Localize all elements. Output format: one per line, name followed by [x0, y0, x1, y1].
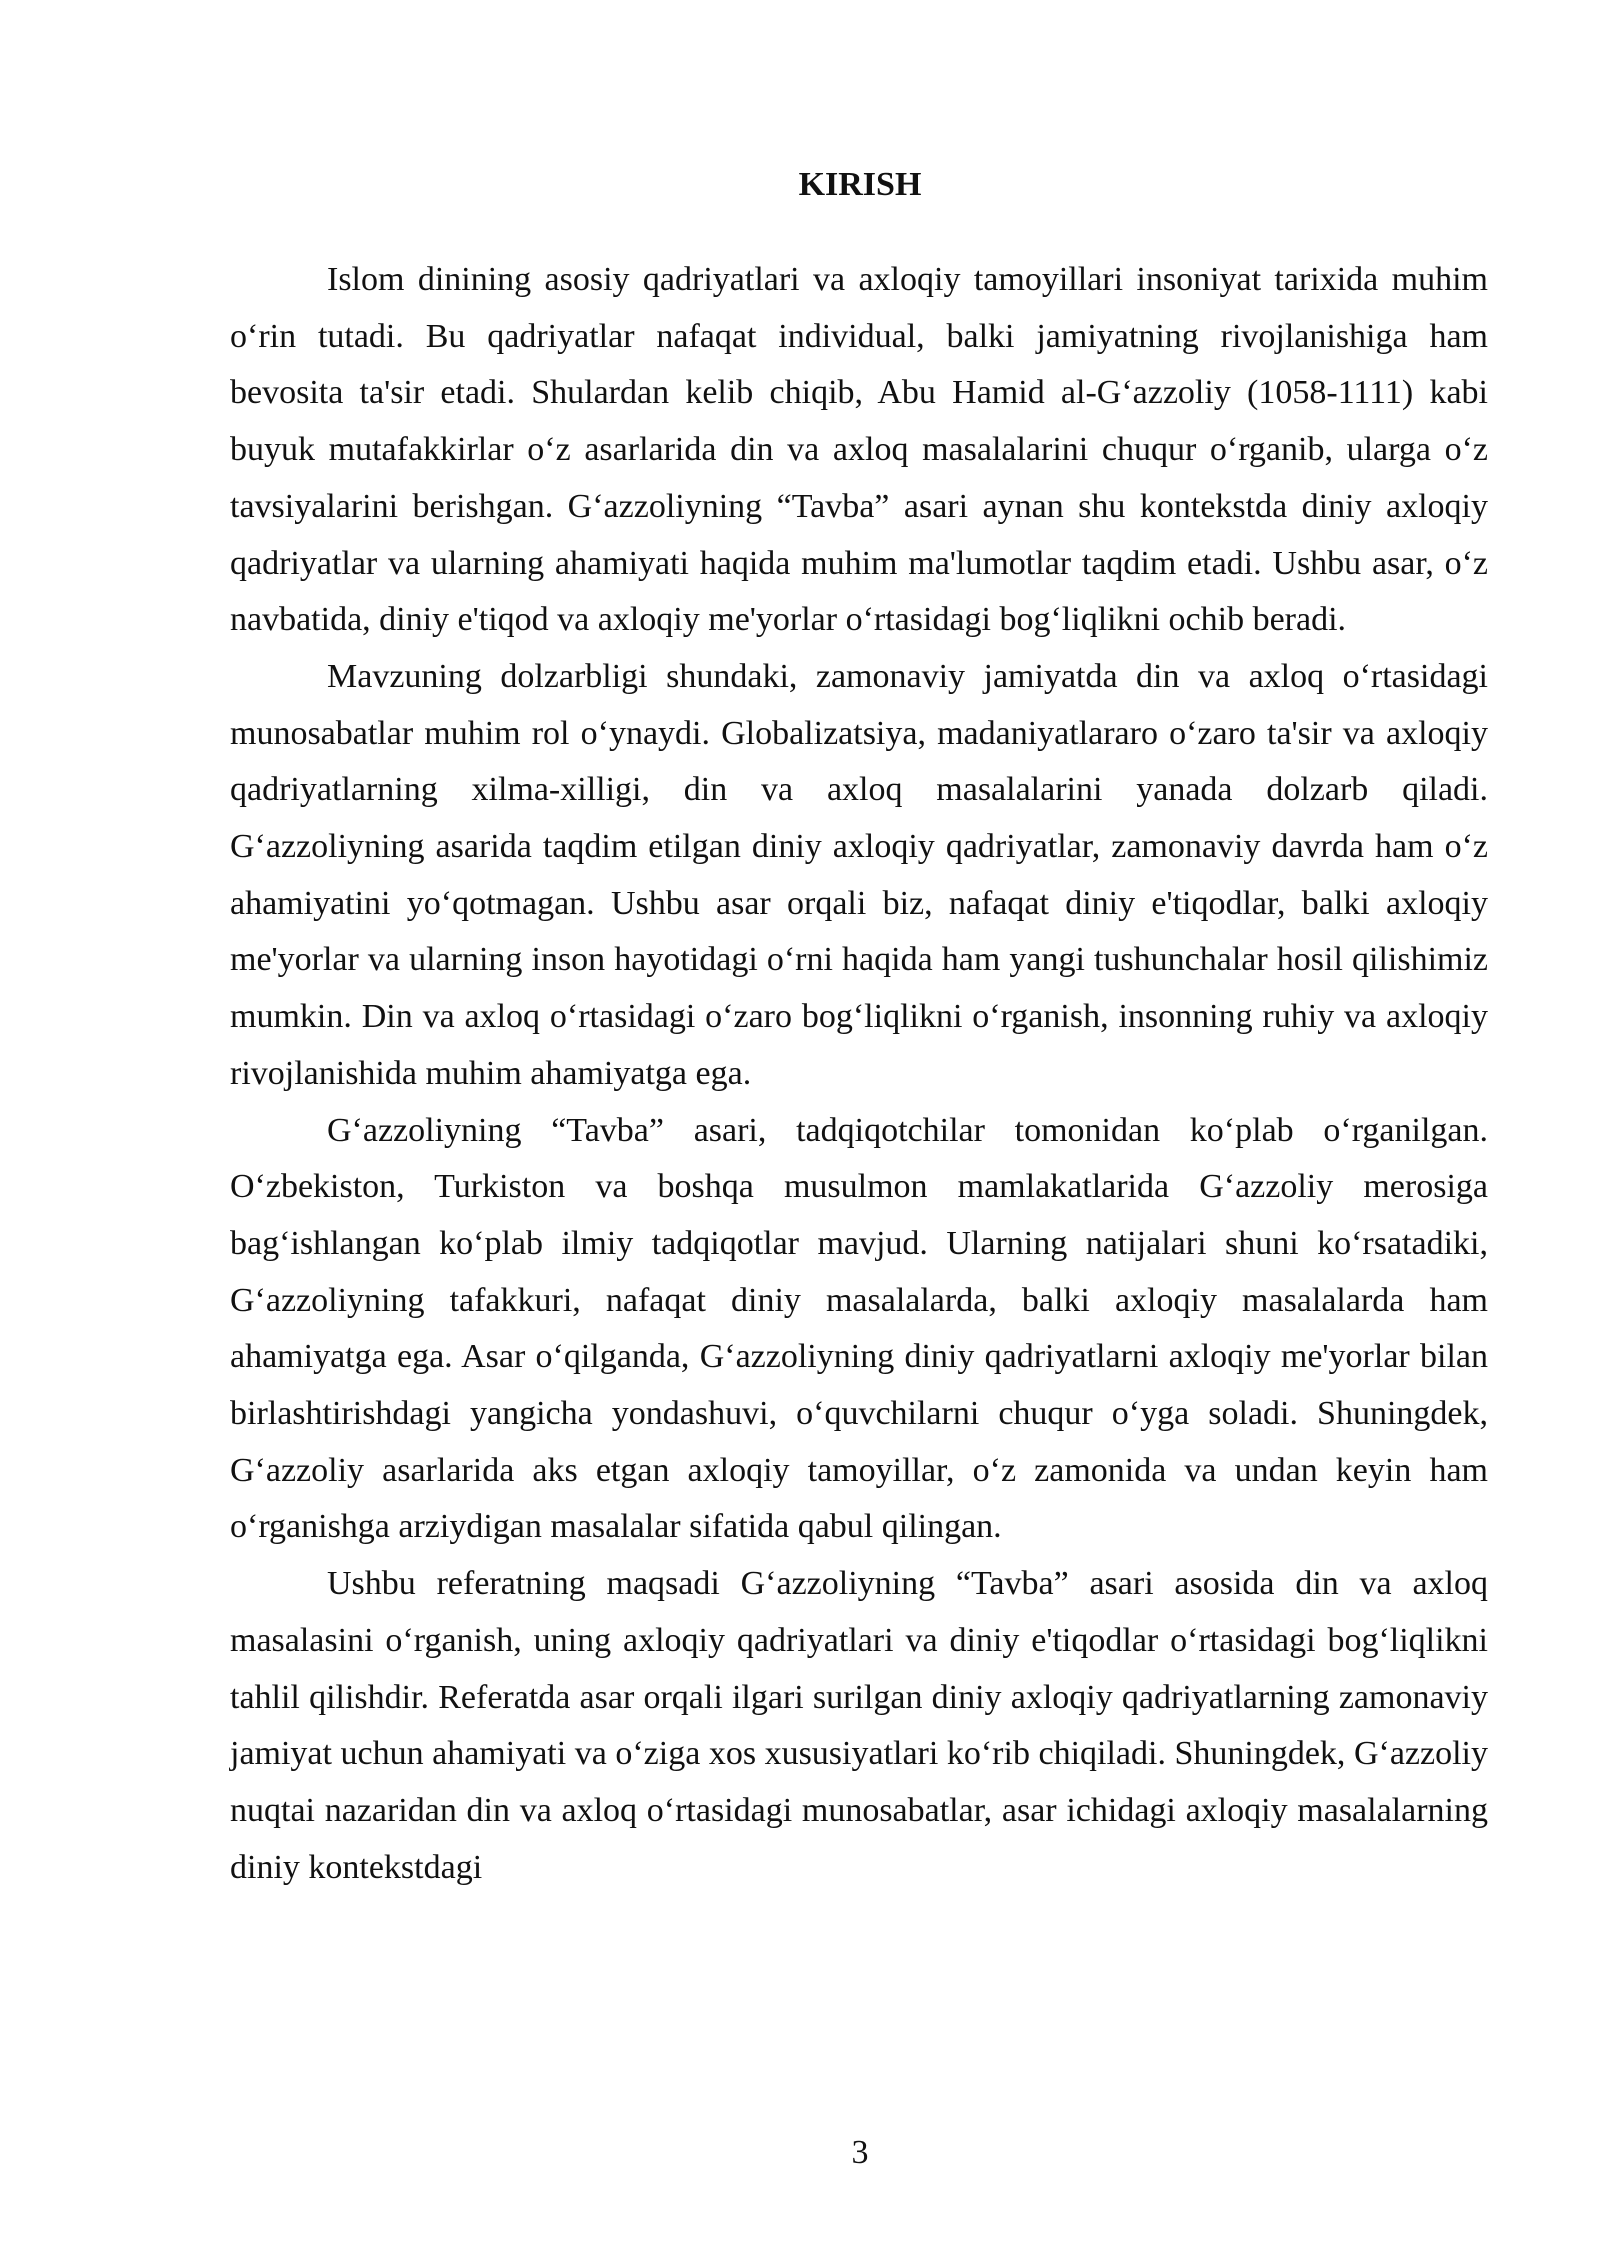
body-text [230, 252, 1488, 1896]
page-title: KIRISH [798, 166, 922, 203]
paragraph-3: G‘azzoliyning “Tavba” asari, tadqiqotchilar tomonidan ko‘plab o‘rganilgan. O‘zbekiston, Turkiston va boshqa musulmon mamlakatlarida G‘azzoliy merosiga bag‘ishlangan ko‘plab ilmiy tadqiqotlar mavjud. Ularning natijalari shuni ko‘rsatadiki, G‘azzoliyning tafakkuri, nafaqat diniy masalalarda, balki axloqiy masalalarda ham ahamiyatga ega. Asar o‘qilganda, G‘azzoliyning diniy qadriyatlarni axloqiy me'yorlar bilan birlashtirishdagi yangicha yondashuvi, o‘quvchilarni chuqur o‘yga soladi. Shuningdek, G‘azzoliy asarlarida aks etgan axloqiy tamoyillar, o‘z zamonida va undan keyin ham o‘rganishga arziydigan masalalar sifatida qabul qilingan. [230, 1111, 1488, 1546]
page-number: 3 [851, 2134, 869, 2171]
paragraph-1: Islom dinining asosiy qadriyatlari va axloqiy tamoyillari insoniyat tarixida muhim o‘rin tutadi. Bu qadriyatlar nafaqat individual, balki jamiyatning rivojlanishiga ham bevosita ta'sir etadi. Shulardan kelib chiqib, Abu Hamid al-G‘azzoliy (1058-1111) kabi buyuk mutafakkirlar o‘z asarlarida din va axloq masalalarini chuqur o‘rganib, ularga o‘z tavsiyalarini berishgan. G‘azzoliyning “Tavba” asari aynan shu kontekstda diniy axloqiy qadriyatlar va ularning ahamiyati haqida muhim ma'lumotlar taqdim etadi. Ushbu asar, o‘z navbatida, diniy e'tiqod va axloqiy me'yorlar o‘rtasidagi bog‘liqlikni ochib beradi. [230, 261, 1488, 639]
paragraph-2: Mavzuning dolzarbligi shundaki, zamonaviy jamiyatda din va axloq o‘rtasidagi munosabatlar muhim rol o‘ynaydi. Globalizatsiya, madaniyatlararo o‘zaro ta'sir va axloqiy qadriyatlarning xilma-xilligi, din va axloq masalalarini yanada dolzarb qiladi. G‘azzoliyning asarida taqdim etilgan diniy axloqiy qadriyatlar, zamonaviy davrda ham o‘z ahamiyatini yo‘qotmagan. Ushbu asar orqali biz, nafaqat diniy e'tiqodlar, balki axloqiy me'yorlar va ularning inson hayotidagi o‘rni haqida ham yangi tushunchalar hosil qilishimiz mumkin. Din va axloq o‘rtasidagi o‘zaro bog‘liqlikni o‘rganish, insonning ruhiy va axloqiy rivojlanishida muhim ahamiyatga ega. [230, 657, 1488, 1092]
paragraph-4: Ushbu referatning maqsadi G‘azzoliyning “Tavba” asari asosida din va axloq masalasini o‘rganish, uning axloqiy qadriyatlari va diniy e'tiqodlar o‘rtasidagi bog‘liqlikni tahlil qilishdir. Referatda asar orqali ilgari surilgan diniy axloqiy qadriyatlarning zamonaviy jamiyat uchun ahamiyati va o‘ziga xos xususiyatlari ko‘rib chiqiladi. Shuningdek, G‘azzoliy nuqtai nazaridan din va axloq o‘rtasidagi munosabatlar, asar ichidagi axloqiy masalalarning diniy kontekstdagi [230, 1565, 1488, 1886]
